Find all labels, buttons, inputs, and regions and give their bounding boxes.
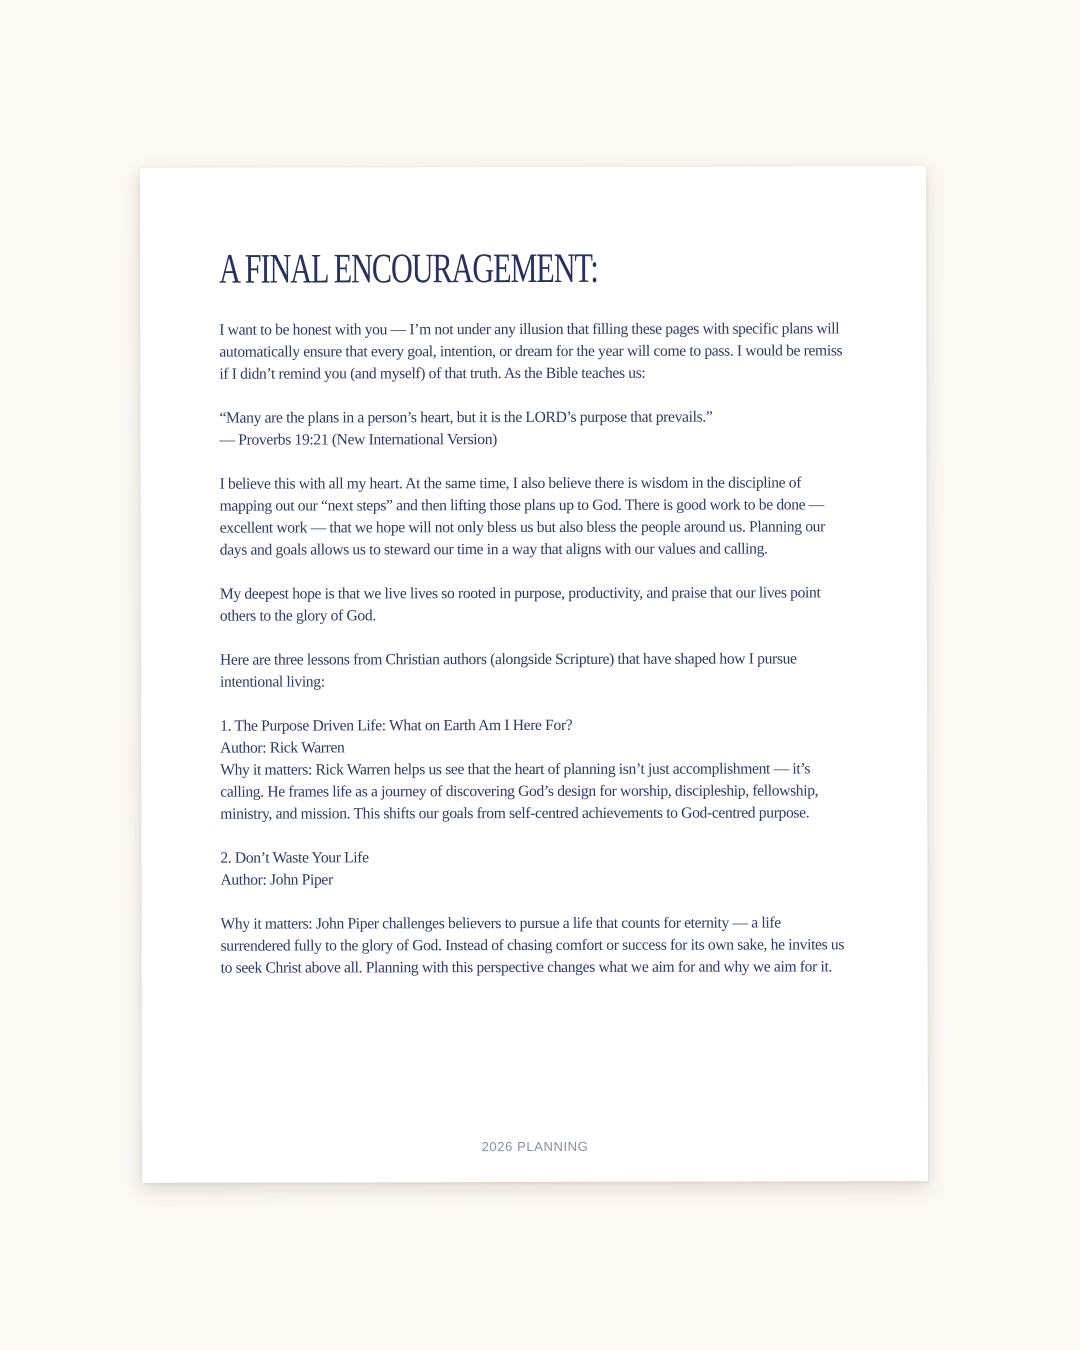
- lessons-intro-paragraph: Here are three lessons from Christian authors (alongside Scripture) that have shaped how I pursue intentional living:: [219, 650, 797, 691]
- scripture-quote-block: [219, 406, 849, 451]
- lesson-author: Author: John Piper: [220, 871, 333, 889]
- lesson-why: Why it matters: Rick Warren helps us see that the heart of planning isn’t just accomplishment — it’s calling. He frames life as a journey of discovering God’s design for worship, discipleship, fellowship, ministry, and mission. This shifts our goals from self-centred achievements to God-centred purpose.: [220, 760, 819, 823]
- lesson-title: 2. Don’t Waste Your Life: [220, 849, 369, 867]
- lesson-author: Author: Rick Warren: [220, 739, 345, 757]
- page-content: [219, 246, 851, 979]
- scripture-quote: “Many are the plans in a person’s heart, but it is the LORD’s purpose that prevails.”: [219, 408, 713, 427]
- lesson-why: Why it matters: John Piper challenges believers to pursue a life that counts for eternity — a life surrendered fully to the glory of God. Instead of chasing comfort or success for its own sake, he invites us to seek Christ above all. Planning with this perspective changes what we aim for and why we aim for it.: [220, 914, 845, 977]
- document-page: [140, 166, 928, 1183]
- page-footer: 2026 PLANNING: [481, 1138, 589, 1155]
- belief-paragraph: I believe this with all my heart. At the same time, I also believe there is wisdom in the discipline of mapping out our “next steps” and then lifting those plans up to God. There is good work to be done — excellent work — that we hope will not only bless us but also bless the people around us. Planning our days and goals allows us to steward our time in a way that aligns with our values and calling.: [219, 474, 825, 559]
- hope-paragraph: My deepest hope is that we live lives so rooted in purpose, productivity, and praise that our lives point others to the glory of God.: [219, 584, 821, 625]
- lesson-item: [220, 714, 850, 825]
- scripture-source: — Proverbs 19:21 (New International Version): [219, 431, 498, 449]
- lesson-item: [220, 846, 850, 891]
- intro-paragraph: I want to be honest with you — I’m not under any illusion that filling these pages with specific plans will automatically ensure that every goal, intention, or dream for the year will come to pass. I would be remiss if I didn’t remind you (and myself) of that truth. As the Bible teaches us:: [219, 320, 843, 383]
- page-title: A FINAL ENCOURAGEMENT:: [219, 245, 598, 293]
- body-text: [219, 318, 850, 979]
- lesson-title: 1. The Purpose Driven Life: What on Earth Am I Here For?: [220, 716, 573, 735]
